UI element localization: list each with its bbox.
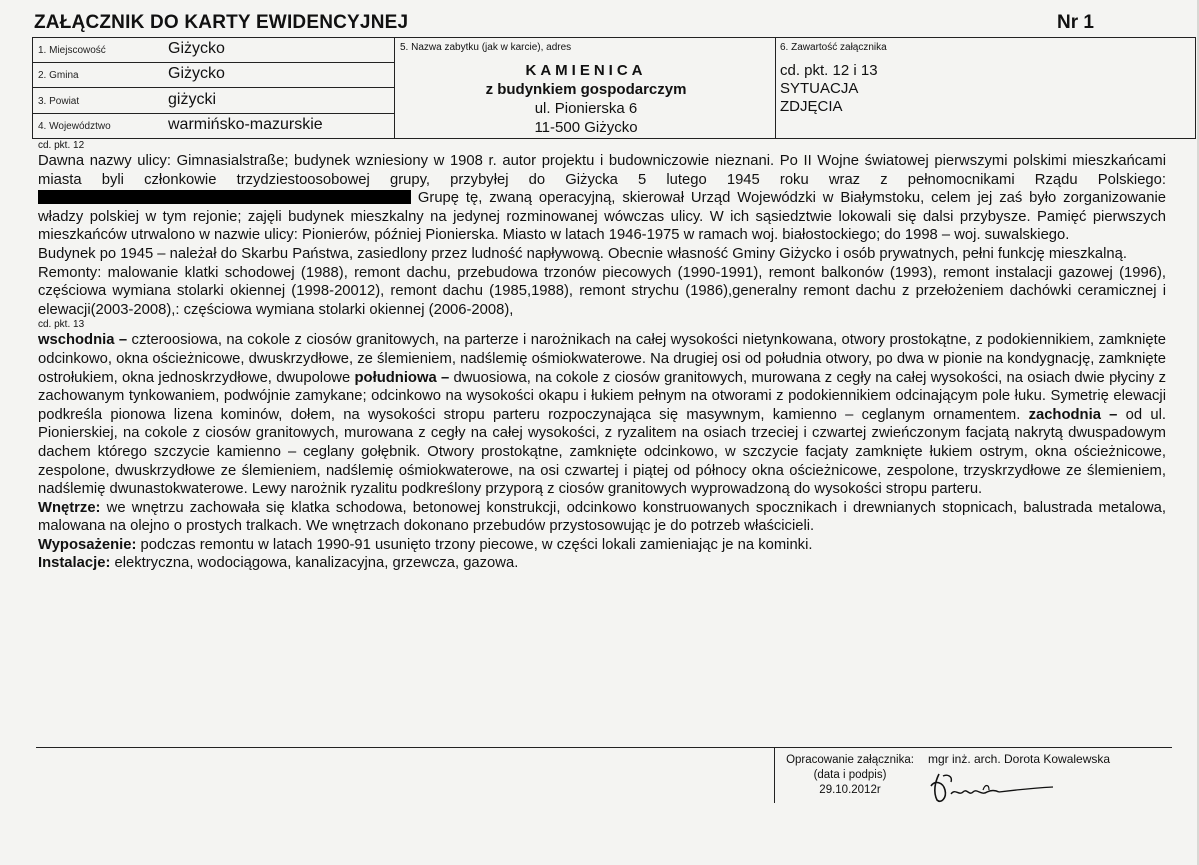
prepared-label: Opracowanie załącznika: <box>786 754 914 766</box>
contents-item: SYTUACJA <box>780 80 859 97</box>
document-number: Nr 1 <box>1057 12 1094 33</box>
monument-subtitle: z budynkiem gospodarczym <box>485 81 687 98</box>
redaction-bar <box>38 190 411 204</box>
paragraph-text: we wnętrzu zachowała się klatka schodowa, betonowej konstrukcji, odcinkowo konstruowanych spocznikach i drewnianych stopnicach, balustrada metalowa, malowana na olejno o prostych tralkach. We wnętrzach dokonano przebudów przystosowując je do potrzeb właścicieli. <box>38 499 1166 535</box>
contents-label: 6. Zawartość załącznika <box>780 42 887 53</box>
field-label: 1. Miejscowość <box>38 45 106 56</box>
document-title: ZAŁĄCZNIK DO KARTY EWIDENCYJNEJ <box>34 12 409 33</box>
field-label: 4. Województwo <box>38 121 111 132</box>
footer-rule <box>36 747 1172 748</box>
history-paragraph <box>38 152 1166 245</box>
field-county <box>32 89 394 112</box>
monument-city: 11-500 Giżycko <box>534 119 638 136</box>
field-voivodeship <box>32 114 394 137</box>
equipment-label: Wyposażenie: <box>38 536 137 553</box>
monument-block <box>396 61 776 137</box>
field-label: 3. Powiat <box>38 96 80 107</box>
paragraph-text: podczas remontu w latach 1990-91 usunięto trzony piecowe, w części lokali zamieniając je na kominki. <box>136 536 813 553</box>
table-right-border <box>1195 37 1196 138</box>
paragraph-text: Dawna nazwy ulicy: Gimnasialstraße; budynek wzniesiony w 1908 r. autor projektu i budowniczowie nieznani. Po II Wojne światowej pierwszymi polskimi mieszkańcami miasta byli członkowie trzydziestoosobowej grupy, przybyłej do Giżycka 5 lutego 1945 roku wraz z pełnomocnikami Rządu Polskiego: <box>38 153 1166 188</box>
west-facade-label: zachodnia – <box>1028 406 1118 423</box>
south-facade-label: południowa – <box>354 369 450 386</box>
paragraph-text: dwuosiowa, na cokole z ciosów granitowych, murowana z cegły na całej wysokości, na osiach dwie płyciny z zachowanym tynkowaniem, podwójnie zamykane; odcinkowo na wysokości okapu i łukiem pełnym na otworami z podokiennikiem odcinającym pole łuku. Symetrię elewacji podkreśla pionowa lizena kominów, dołem, na wysokości stropu parteru rozpoczynająca się masywnym, kamienno – ceglanym ornamentem. <box>38 369 1166 423</box>
footer-divider <box>774 747 775 803</box>
installations-paragraph <box>38 554 1166 573</box>
monument-label: 5. Nazwa zabytku (jak w karcie), adres <box>400 42 572 53</box>
monument-street: ul. Pionierska 6 <box>534 100 638 117</box>
document-body <box>38 140 1166 573</box>
field-value: Giżycko <box>168 40 225 57</box>
footer-author: mgr inż. arch. Dorota Kowalewska <box>928 752 1111 766</box>
paragraph-text: Grupę tę, zwaną operacyjną, skierował Urząd Wojewódzki w Białymstoku, celem jej zaś było zorganizowanie władzy polskiej w tym rejonie; zajęli budynek mieszkalny na jedynej rozminowanej wówczas ulicy. W ich sąsiedztwie lokowali się dalsi przybysze. Pamięć pierwszych mieszkańców utrwalono w nazwie ulicy: Pionierów, później Pionierska. Miasto w latach 1946-1975 w ramach woj. białostockiego; do 1998 – woj. suwalskiego. <box>38 190 1166 244</box>
paragraph-text: elektryczna, wodociągowa, kanalizacyjna, grzewcza, gazowa. <box>110 555 519 572</box>
field-label: 2. Gmina <box>38 70 79 81</box>
contents-list <box>780 62 878 116</box>
east-facade-label: wschodnia – <box>38 332 128 349</box>
paragraph-text: od ul. Pionierskiej, na cokole z ciosów granitowych, murowana z cegły na całej wysokości, z ryzalitem na osiach trzeciej i czwartej zwieńczonym facjatą nakrytą dwuspadowym dachem którego szczycie kamienno – ceglany gołębnik. Otwory prostokątne, zamknięte odcinkowo, w szczycie facjaty zamknięte łukiem ostrym, okna ościeżnicowe, zespolone, dwuskrzydłowe ze ślemieniem, nadślemię ośmiokwaterowe, na osi czwartej i piątej od północy okna ościeżnicowe, zespolone, trzyskrzydłowe ze ślemieniem, nadślemię dwunastokwaterowe. Lewy narożnik ryzalitu podkreślony przyporą z ciosów granitowych wyprowadzoną do wysokości stropu parteru. <box>38 406 1166 498</box>
field-value: giżycki <box>168 91 217 108</box>
interior-label: Wnętrze: <box>38 499 101 516</box>
section-marker: cd. pkt. 12 <box>38 140 85 151</box>
date-label: (data i podpis) <box>813 769 887 781</box>
section-marker: cd. pkt. 13 <box>38 319 85 331</box>
footer-prepared <box>780 753 920 798</box>
field-value: Giżycko <box>168 65 225 82</box>
ownership-paragraph: Budynek po 1945 – należał do Skarbu Państwa, zasiedlony przez ludność napływową. Obecnie własność Gminy Giżycko i osób prywatnych, pełni funkcję mieszkalną. <box>38 245 1127 262</box>
facades-paragraph <box>38 331 1166 498</box>
table-bottom-rule <box>32 138 1196 139</box>
document-header <box>32 10 1196 37</box>
renovations-paragraph: Remonty: malowanie klatki schodowej (1988), remont dachu, przebudowa trzonów piecowych (1990-1991), remont balkonów (1993), remont instalacji gazowej (1996), częściowa wymiana stolarki okiennej (1998-20012), remont dachu (1985,1988), remont strychu (1986),generalny remont dachu z przełożeniem dachówki ceramicznej i elewacji(2003-2008),: częściowa wymiana stolarki okiennej (2006-2008), <box>38 264 1166 318</box>
field-commune <box>32 63 394 86</box>
footer-date: 29.10.2012r <box>819 784 881 796</box>
handwritten-signature <box>925 768 1065 808</box>
equipment-paragraph <box>38 536 1166 555</box>
installations-label: Instalacje: <box>38 555 111 572</box>
field-locality <box>32 38 394 61</box>
monument-name: KAMIENICA <box>525 62 647 79</box>
paragraph-text: czteroosiowa, na cokole z ciosów granitowych, na parterze i narożnikach na całej wysokości nietynkowana, otwory prostokątne, z podokiennikiem, zamknięte odcinkowo, okna ościeżnicowe, dwuskrzydłowe, ze ślemieniem, nadślemię ośmiokwaterowe. Na drugiej osi od południa otwory, po dwa w pionie na kondygnację, zamknięte ostrołukiem, okna jednoskrzydłowe, dwupolowe <box>38 332 1166 386</box>
interior-paragraph <box>38 499 1166 536</box>
field-divider <box>32 87 394 88</box>
table-divider-1 <box>394 37 395 138</box>
field-value: warmińsko-mazurskie <box>168 116 323 133</box>
contents-item: cd. pkt. 12 i 13 <box>780 62 878 79</box>
contents-item: ZDJĘCIA <box>780 98 843 115</box>
